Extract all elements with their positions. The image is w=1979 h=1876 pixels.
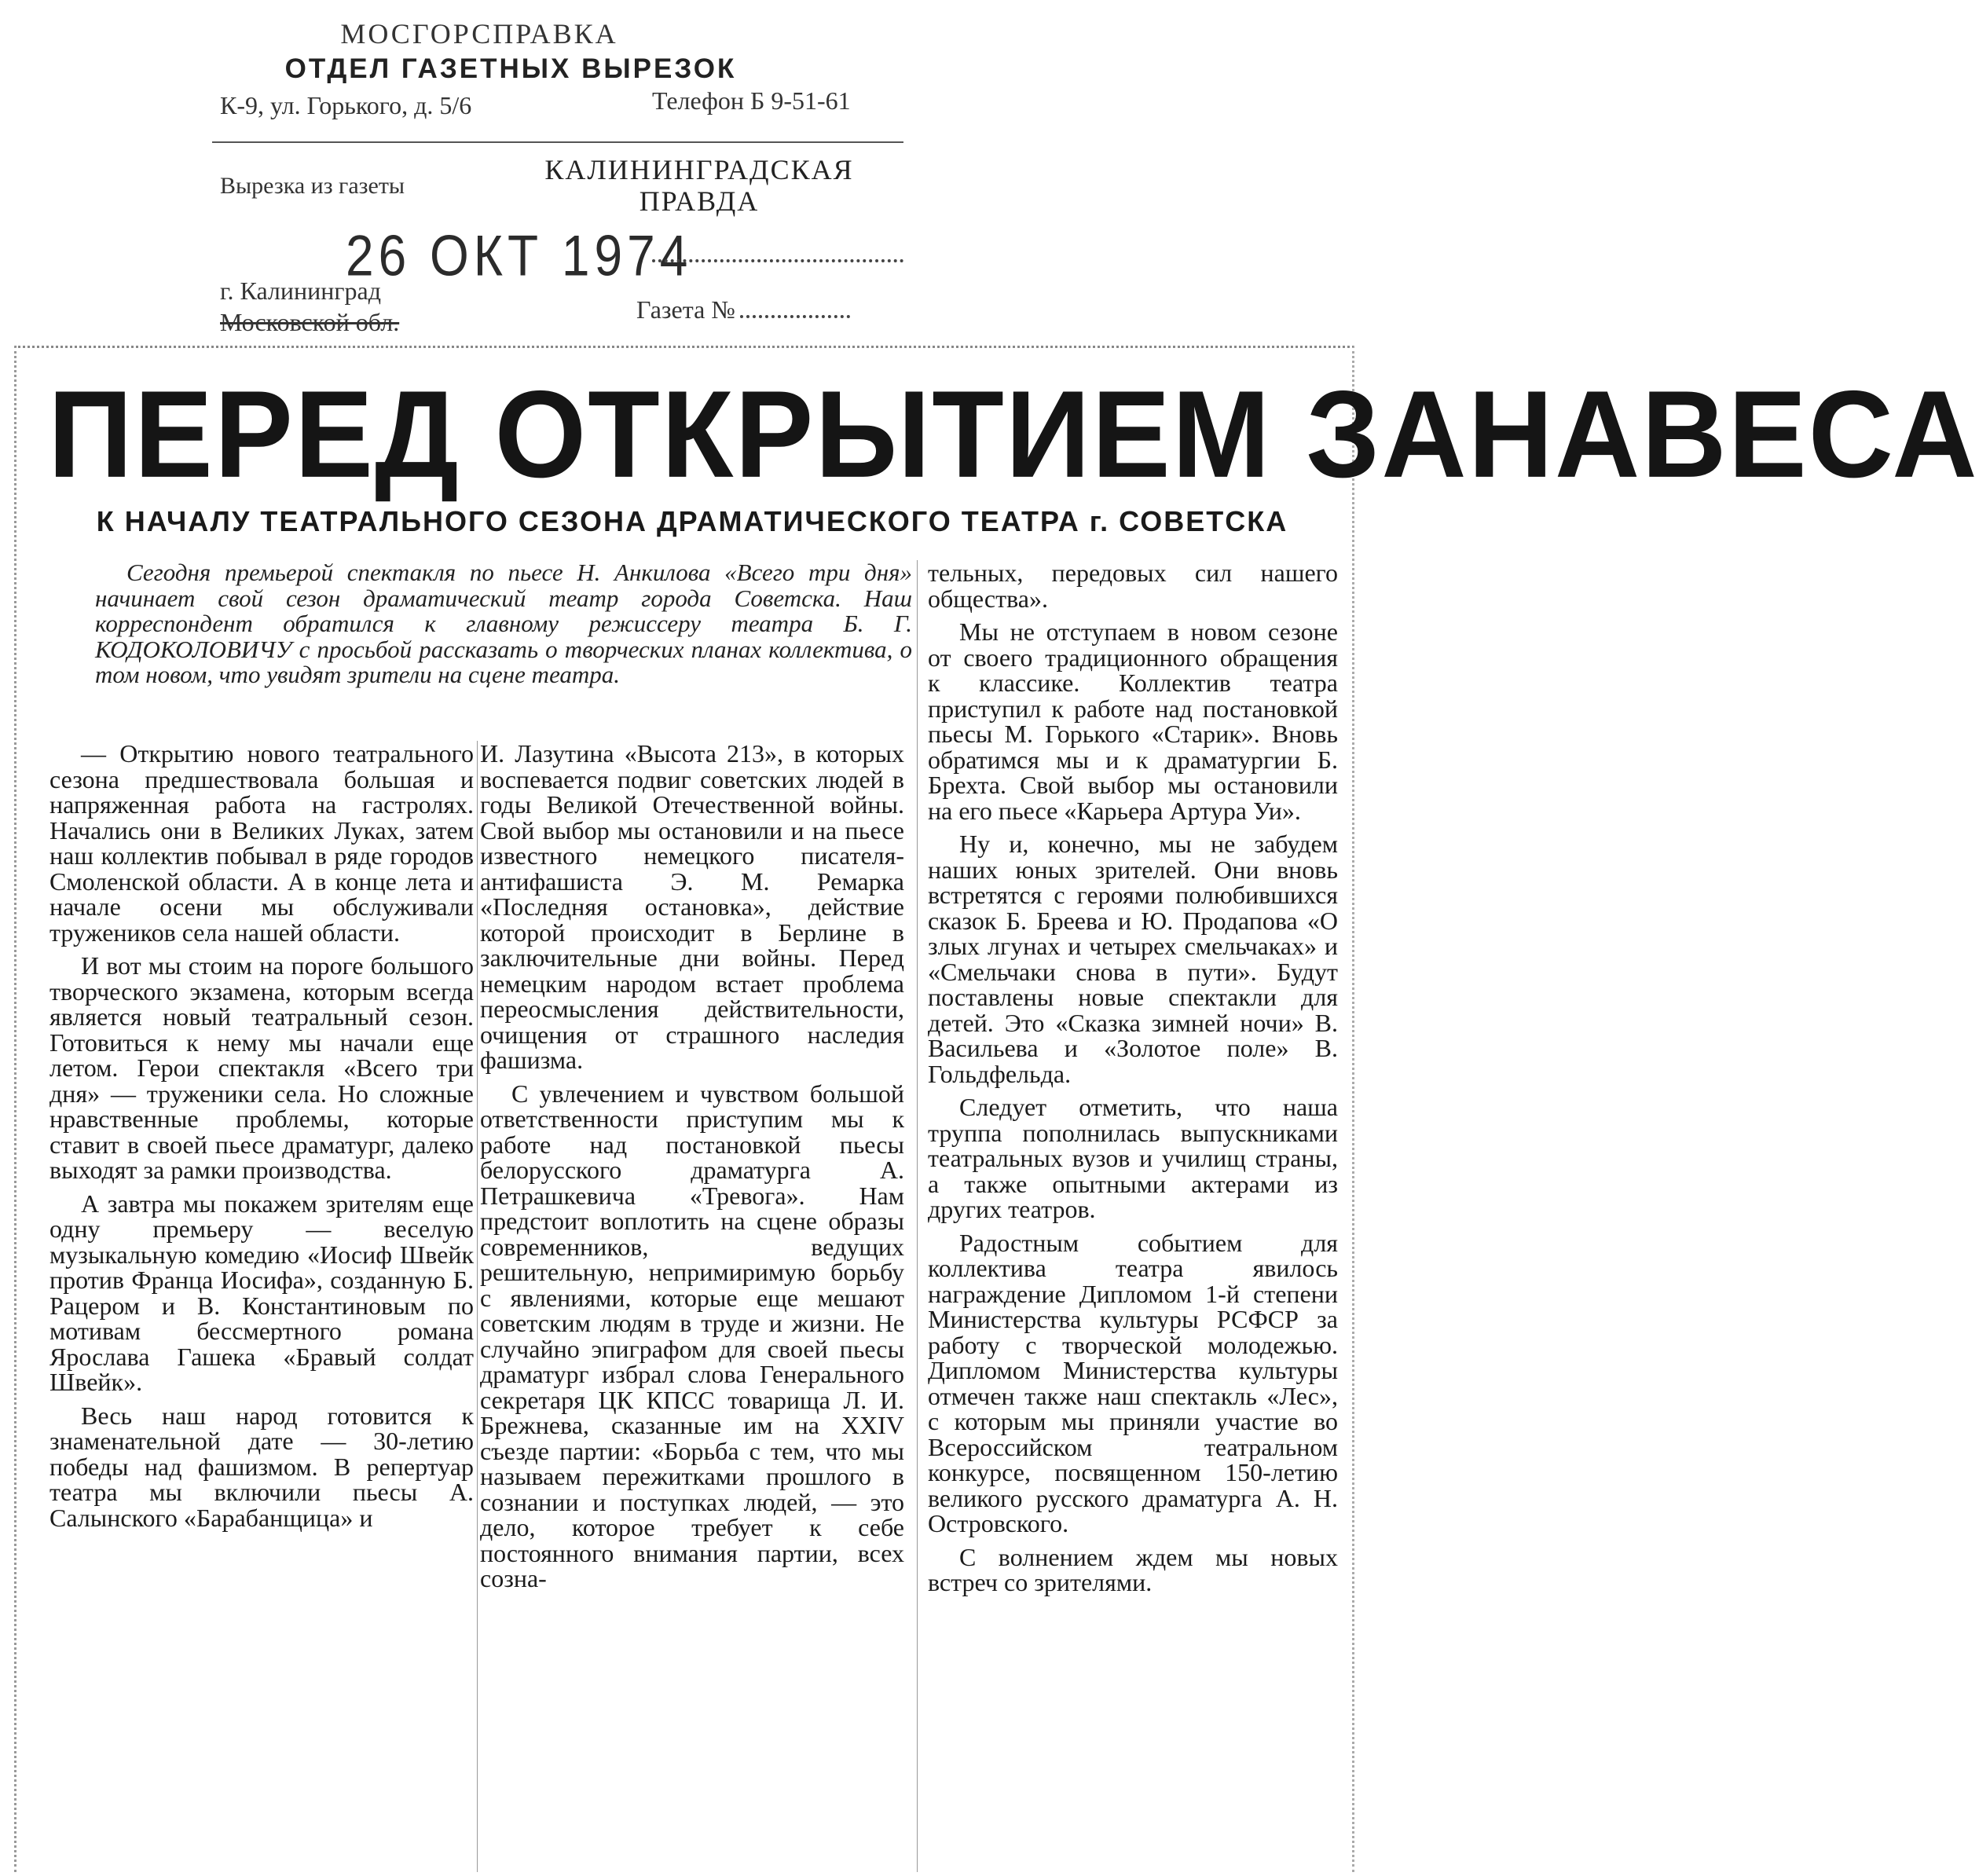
paragraph: А завтра мы покажем зрителям еще одну премьеру — веселую музыкальную комедию «Иосиф Швейк против Франца Иосифа», созданную Б. Рацером и В. Константиновым по мотивам бессмертного романа Ярослава Гашека «Бравый солдат Швейк».	[49, 1189, 474, 1396]
agency-address: К-9, ул. Горького, д. 5/6	[220, 91, 472, 119]
column-divider	[917, 560, 918, 1872]
stamp-divider	[212, 141, 903, 143]
department-name: ОТДЕЛ ГАЗЕТНЫХ ВЫРЕЗОК	[284, 53, 737, 84]
paragraph: С увлечением и чувством большой ответственности приступим мы к работе над постановкой пьесы белорусского драматурга А. Петрашкевича «Тревога». Нам предстоит воплотить на сцене образы современников, ведущих решительную, непримиримую борьбу с явлениями, которые еще мешают советским людям в труде и жизни. Не случайно эпиграфом для своей пьесы драматург избрал слова Генерального секретаря ЦК КПСС товарища Л. И. Брежнева, сказанные им на XXIV съезде партии: «Борьба с тем, что мы называем пережитками прошлого в сознании и поступках людей, — это дело, которое требует к себе постоянного внимания партии, всех созна-	[480, 1079, 904, 1592]
article-subheadline: К НАЧАЛУ ТЕАТРАЛЬНОГО СЕЗОНА ДРАМАТИЧЕСКОГО ТЕАТРА г. СОВЕТСКА	[96, 505, 1288, 537]
paragraph: С волнением ждем мы новых встреч со зрителями.	[928, 1542, 1338, 1596]
agency-phone: Телефон Б 9-51-61	[652, 86, 851, 115]
clipping-service-stamp	[212, 0, 919, 346]
issue-label: Газета №	[636, 295, 735, 324]
article-column-1	[49, 741, 474, 1538]
issue-blank	[740, 315, 850, 318]
agency-name: МОСГОРСПРАВКА	[340, 18, 618, 49]
city: г. Калининград	[220, 277, 381, 305]
paragraph: И. Лазутина «Высота 213», в которых воспевается подвиг советских людей в годы Великой Отечественной войны. Свой выбор мы остановили и на пьесе известного немецкого писателя-антифашиста Э. М. Ремарка «Последняя остановка», действие которой происходит в Берлине в заключительные дни войны. Перед немецким народом встает проблема переосмысления действительности, очищения от страшного наследия фашизма.	[480, 739, 904, 1074]
paragraph: — Открытию нового театрального сезона предшествовала большая и напряженная работа на гастролях. Начались они в Великих Луках, затем наш коллектив побывал в ряде городов Смоленской области. А в конце лета и начале осени мы обслуживали тружеников села нашей области.	[49, 739, 474, 947]
article-column-2	[480, 741, 904, 1599]
column-divider	[477, 741, 478, 1872]
region-struck: Московской обл.	[220, 308, 400, 336]
paragraph: Мы не отступаем в новом сезоне от своего традиционного обращения к классике. Коллектив театра приступил к работе над постановкой пьесы М. Горького «Старик». Вновь обратимся мы и к драматургии Б. Брехта. Свой выбор мы остановили на его пьесе «Карьера Артура Уи».	[928, 617, 1338, 825]
newspaper-article	[14, 346, 1979, 1872]
article-headline: ПЕРЕД ОТКРЫТИЕМ ЗАНАВЕСА	[48, 365, 1979, 504]
issue-number-field	[636, 295, 850, 324]
dotted-line	[652, 259, 903, 262]
paragraph: Следует отметить, что наша труппа пополнилась выпускниками театральных вузов и училищ страны, а также опытными актерами из других театров.	[928, 1093, 1338, 1223]
newspaper-name-line1: КАЛИНИНГРАДСКАЯ	[544, 154, 854, 185]
article-column-3	[928, 560, 1338, 1603]
paragraph: тельных, передовых сил нашего общества».	[928, 559, 1338, 613]
paragraph: Ну и, конечно, мы не забудем наших юных зрителей. Они вновь встретятся с героями полюбившихся сказок Б. Бреева и Ю. Продапова «О злых лгунах и четырех смельчаках» и «Смельчаки снова в пути». Будут поставлены новые спектакли для детей. Это «Сказка зимней ночи» В. Васильева и «Золотое поле» В. Гольдфельда.	[928, 830, 1338, 1088]
newspaper-name-line2: ПРАВДА	[639, 185, 760, 217]
paragraph: Радостным событием для коллектива театра явилось награждение Дипломом 1-й степени Министерства культуры РСФСР за работу с творческой молодежью. Дипломом Министерства культуры отмечен также наш спектакль «Лес», с которым мы приняли участие во Всероссийском театральном конкурсе, посвященном 150-летию великого русского драматурга А. Н. Островского.	[928, 1228, 1338, 1537]
newspaper-name	[542, 154, 856, 217]
cut-label: Вырезка из газеты	[220, 173, 405, 199]
article-intro: Сегодня премьерой спектакля по пьесе Н. Анкилова «Всего три дня» начинает свой сезон драматический театр города Советска. Наш корреспондент обратился к главному режиссеру театра Б. Г. КОДОКОЛОВИЧУ с просьбой рассказать о творческих планах коллектива, о том новом, что увидят зрители на сцене театра.	[95, 559, 912, 688]
paragraph: И вот мы стоим на пороге большого творческого экзамена, которым всегда является новый театральный сезон. Готовиться к нему мы начали еще летом. Герои спектакля «Всего три дня» — труженики села. Но сложные нравственные проблемы, которые ставит в своей пьесе драматург, далеко выходят за рамки производства.	[49, 951, 474, 1184]
date-stamp: 26 ОКТ 1974	[346, 222, 693, 288]
paragraph: Весь наш народ готовится к знаменательной дате — 30-летию победы над фашизмом. В репертуар театра мы включили пьесы А. Салынского «Барабанщица» и	[49, 1401, 474, 1532]
